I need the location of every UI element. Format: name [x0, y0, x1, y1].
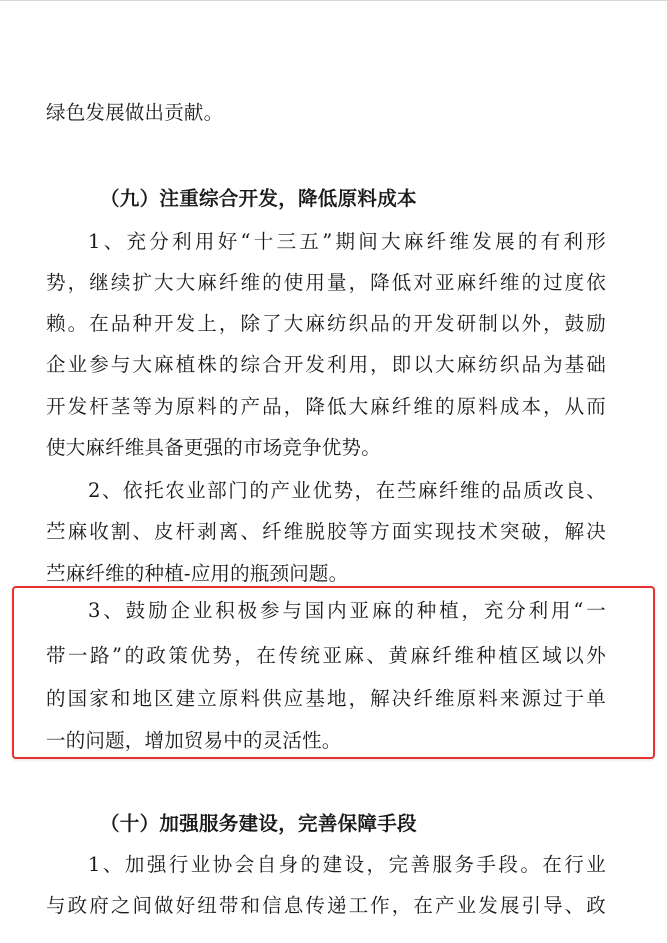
- section-9-heading: （九）注重综合开发，降低原料成本: [100, 187, 417, 210]
- paragraph-line: 与政府之间做好纽带和信息传递工作，在产业发展引导、政: [46, 894, 606, 917]
- paragraph-line: 势，继续扩大大麻纤维的使用量，降低对亚麻纤维的过度依: [46, 271, 606, 294]
- section-10-heading: （十）加强服务建设，完善保障手段: [100, 812, 417, 835]
- paragraph-line: 1、加强行业协会自身的建设，完善服务手段。在行业: [88, 853, 606, 876]
- paragraph-line: 苎麻收割、皮杆剥离、纤维脱胶等方面实现技术突破，解决: [46, 520, 606, 543]
- paragraph-line: 3、鼓励企业积极参与国内亚麻的种植，充分利用“一: [88, 599, 606, 622]
- paragraph-line: 带一路”的政策优势，在传统亚麻、黄麻纤维种植区域以外: [46, 644, 606, 667]
- lead-line: 绿色发展做出贡献。: [46, 101, 224, 124]
- paragraph-line: 赖。在品种开发上，除了大麻纺织品的开发研制以外，鼓励: [46, 312, 606, 335]
- paragraph-line: 2、依托农业部门的产业优势，在苎麻纤维的品质改良、: [88, 479, 606, 502]
- paragraph-line: 1、充分利用好“十三五”期间大麻纤维发展的有利形: [88, 230, 606, 253]
- paragraph-line: 苎麻纤维的种植-应用的瓶颈问题。: [46, 562, 349, 585]
- paragraph-line: 一的问题，增加贸易中的灵活性。: [46, 729, 342, 752]
- paragraph-line: 企业参与大麻植株的综合开发利用，即以大麻纺织品为基础: [46, 353, 606, 376]
- paragraph-line: 的国家和地区建立原料供应基地，解决纤维原料来源过于单: [46, 687, 606, 710]
- paragraph-line: 使大麻纤维具备更强的市场竞争优势。: [46, 436, 381, 459]
- paragraph-line: 开发杆茎等为原料的产品，降低大麻纤维的原料成本，从而: [46, 395, 606, 418]
